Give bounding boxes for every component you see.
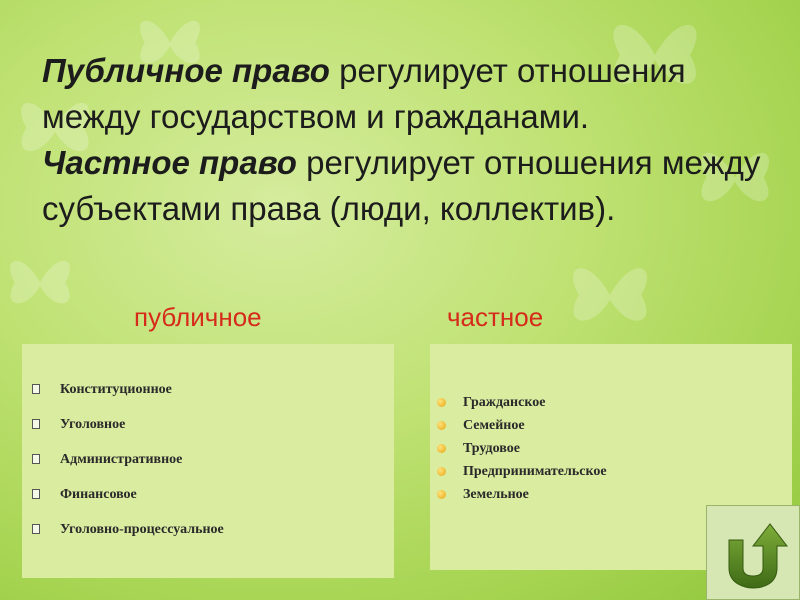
butterfly-decoration-icon (560, 255, 660, 335)
square-bullet-icon (32, 419, 40, 429)
dot-bullet-icon (437, 467, 446, 476)
private-law-list (437, 393, 607, 508)
public-law-term: Публичное право (42, 52, 330, 89)
slide-heading (42, 48, 782, 232)
list-item-label: Уголовно-процессуальное (60, 522, 224, 537)
dot-bullet-icon (437, 444, 446, 453)
list-item-label: Конституционное (60, 382, 172, 397)
list-item-label: Гражданское (463, 395, 546, 410)
dot-bullet-icon (437, 490, 446, 499)
list-item (437, 393, 607, 416)
private-law-definition: регулирует отношения между субъектами права (люди, коллектив). (42, 144, 761, 227)
public-column-title: публичное (134, 302, 262, 332)
list-item (30, 485, 224, 520)
butterfly-decoration-icon (0, 250, 80, 315)
public-law-list (30, 380, 224, 555)
square-bullet-icon (32, 454, 40, 464)
list-item-label: Семейное (463, 418, 525, 433)
list-item (437, 416, 607, 439)
dot-bullet-icon (437, 421, 446, 430)
list-item-label: Предпринимательское (463, 464, 607, 479)
private-column-title: частное (447, 302, 544, 332)
list-item (30, 520, 224, 555)
square-bullet-icon (32, 524, 40, 534)
list-item-label: Финансовое (60, 487, 137, 502)
square-bullet-icon (32, 489, 40, 499)
return-arrow-icon (707, 506, 799, 599)
private-law-term: Частное право (42, 144, 297, 181)
list-item (30, 450, 224, 485)
return-button[interactable] (706, 505, 800, 600)
public-law-definition: регулирует отношения между государством и гражданами. (42, 52, 686, 135)
list-item-label: Уголовное (60, 417, 126, 432)
list-item-label: Земельное (463, 487, 529, 502)
list-item-label: Административное (60, 452, 183, 467)
list-item (437, 462, 607, 485)
list-item (30, 415, 224, 450)
list-item (30, 380, 224, 415)
dot-bullet-icon (437, 398, 446, 407)
list-item-label: Трудовое (463, 441, 520, 456)
list-item (437, 439, 607, 462)
square-bullet-icon (32, 384, 40, 394)
list-item (437, 485, 607, 508)
